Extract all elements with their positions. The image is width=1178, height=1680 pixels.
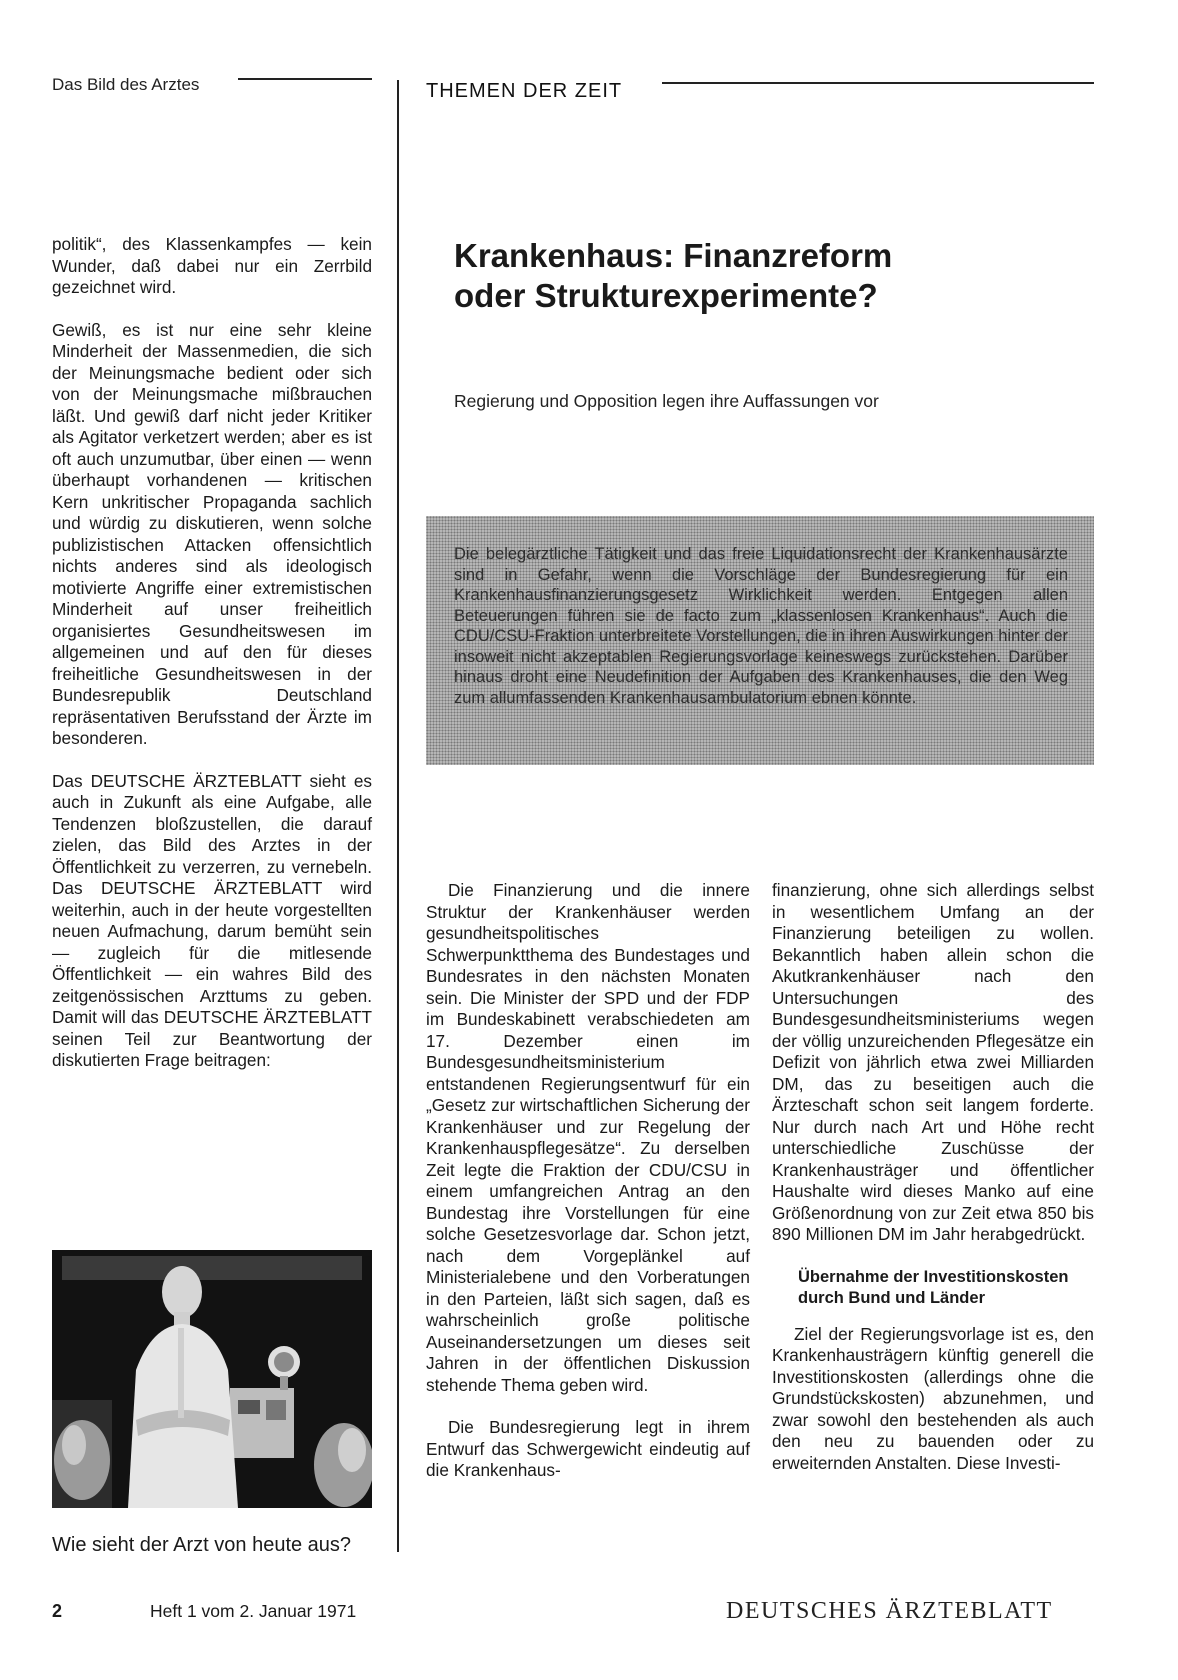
running-title: Das Bild des Arztes: [52, 75, 200, 94]
article-paragraph: finanzierung, ohne sich allerdings selbst in wesentlichem Umfang an der Finanzierung beteiligen zu wollen. Bekanntlich haben allein schon die Akutkrankenhäuser nach den Untersuchungen des Bundesgesundheitsministeriums wegen der völlig unzureichenden Pflegesätze ein Defizit von jährlich etwa zwei Milliarden DM, das zu beseitigen auch die Ärzteschaft schon seit langem forderte. Nur durch nach Art und Höhe recht unterschiedliche Zuschüsse der Krankenhausträger und öffentlicher Haushalte wird dieses Manko auf eine Größenordnung von zur Zeit etwa 850 bis 890 Millionen DM im Jahr herabgedrückt.: [772, 880, 1094, 1244]
left-paragraph: politik“, des Klassenkampfes — kein Wunder, daß dabei nur ein Zerrbild gezeichnet wird.: [52, 234, 372, 297]
article-paragraph: Die Finanzierung und die innere Struktur der Krankenhäuser werden gesundheitspolitisches Schwerpunktthema des Bundestages und Bundesrates in den nächsten Monaten sein. Die Minister der SPD und der FDP im Bundeskabinett verabschiedeten am 17. Dezember einen im Bundesgesundheitsministerium entstandenen Regierungsentwurf für ein „Gesetz zur wirtschaftlichen Sicherung der Krankenhäuser und zur Regelung der Krankenhauspflegesätze“. Zu derselben Zeit legte die Fraktion der CDU/CSU in einem umfangreichen Antrag an den Bundestag ihre Vorstellungen für eine solche Gesetzesvorlage dar. Schon jetzt, nach dem Vorgeplänkel auf Ministerialebene und den Vorberatungen in den Parteien, läßt sich sagen, daß es wahrscheinlich große politische Auseinandersetzungen um dieses seit Jahren in der öffentlichen Diskussion stehende Thema geben wird.: [426, 880, 750, 1395]
masthead: DEUTSCHES ÄRZTEBLATT: [726, 1598, 1053, 1624]
article-subheadline: Regierung und Opposition legen ihre Auffassungen vor: [454, 391, 879, 411]
article-paragraph: Die Bundesregierung legt in ihrem Entwurf das Schwergewicht eindeutig auf die Krankenhaus-: [426, 1417, 750, 1480]
article-paragraph: Ziel der Regierungsvorlage ist es, den Krankenhausträgern künftig generell die Investitionskosten (allerdings ohne die Grundstückskosten) abzunehmen, und zwar sowohl den bestehenden als auch den neu zu bauenden oder zu erweiternden Anstalten. Diese Investi-: [772, 1323, 1094, 1473]
header-rule-right: [662, 82, 1094, 84]
lead-box: [426, 516, 1094, 765]
article-column-3: [772, 880, 1094, 1495]
header-rule-left: [238, 78, 372, 80]
article-subheading: Übernahme der Investitionskosten durch Bund und Länder: [798, 1267, 1069, 1307]
headline-line: Krankenhaus: Finanzreform: [454, 237, 893, 274]
column-divider: [397, 80, 399, 1552]
article-headline: [454, 236, 1094, 316]
left-column: [52, 234, 372, 1093]
page-number: 2: [52, 1601, 63, 1621]
article-column-2: [426, 880, 750, 1503]
issue-info: Heft 1 vom 2. Januar 1971: [150, 1601, 357, 1621]
lead-text: Die belegärztliche Tätigkeit und das freie Liquidationsrecht der Krankenhausärzte sind in Gefahr, wenn die Vorschläge der Bundesregierung für ein Krankenhausfinanzierungsgesetz Wirklichkeit werden. Entgegen allen Beteuerungen führen sie de facto zum „klassenlosen Krankenhaus“. Auch die CDU/CSU-Fraktion unterbreitete Vorstellungen, die in ihren Auswirkungen hinter der insoweit nicht akzeptablen Regierungsvorlage keineswegs zurückstehen. Darüber hinaus droht eine Neudefinition der Aufgaben des Krankenhauses, die den Weg zum allumfassenden Krankenhausambulatorium ebnen könnte.: [454, 545, 1068, 707]
section-title: THEMEN DER ZEIT: [426, 80, 623, 102]
left-paragraph: Das DEUTSCHE ÄRZTEBLATT sieht es auch in Zukunft als eine Aufgabe, alle Tendenzen bloßzustellen, die darauf zielen, das Bild des Arztes in der Öffentlichkeit zu verzerren, zu vernebeln. Das DEUTSCHE ÄRZTEBLATT wird weiterhin, auch in der heute vorgestellten neuen Aufmachung, darum bemüht sein — zugleich für die mitlesende Öffentlichkeit — ein wahres Bild des zeitgenössischen Arzttums zu geben. Damit will das DEUTSCHE ÄRZTEBLATT seinen Teil zur Beantwortung der diskutierten Frage beitragen:: [52, 770, 372, 1070]
headline-line: oder Strukturexperimente?: [454, 277, 878, 314]
photo-caption: Wie sieht der Arzt von heute aus?: [52, 1534, 352, 1556]
left-paragraph: Gewiß, es ist nur eine sehr kleine Minderheit der Massenmedien, die sich der Meinungsmache bedient oder sich von der Meinungsmache mißbrauchen läßt. Und gewiß darf nicht jeder Kritiker als Agitator verketzert werden; aber es ist oft auch unzumutbar, über einen — wenn überhaupt vorhandenen — kritischen Kern unkritischer Propaganda sachlich und würdig zu diskutieren, wenn solche publizistischen Attacken offensichtlich nichts anderes sind als ideologisch motivierte Angriffe einer extremistischen Minderheit auf unser freiheitlich organisiertes Gesundheitswesen im allgemeinen und auf den für dieses freiheitliche Gesundheitswesen in der Bundesrepublik Deutschland repräsentativen Berufsstand der Ärzte im besonderen.: [52, 319, 372, 748]
doctor-photo: [52, 1250, 372, 1508]
